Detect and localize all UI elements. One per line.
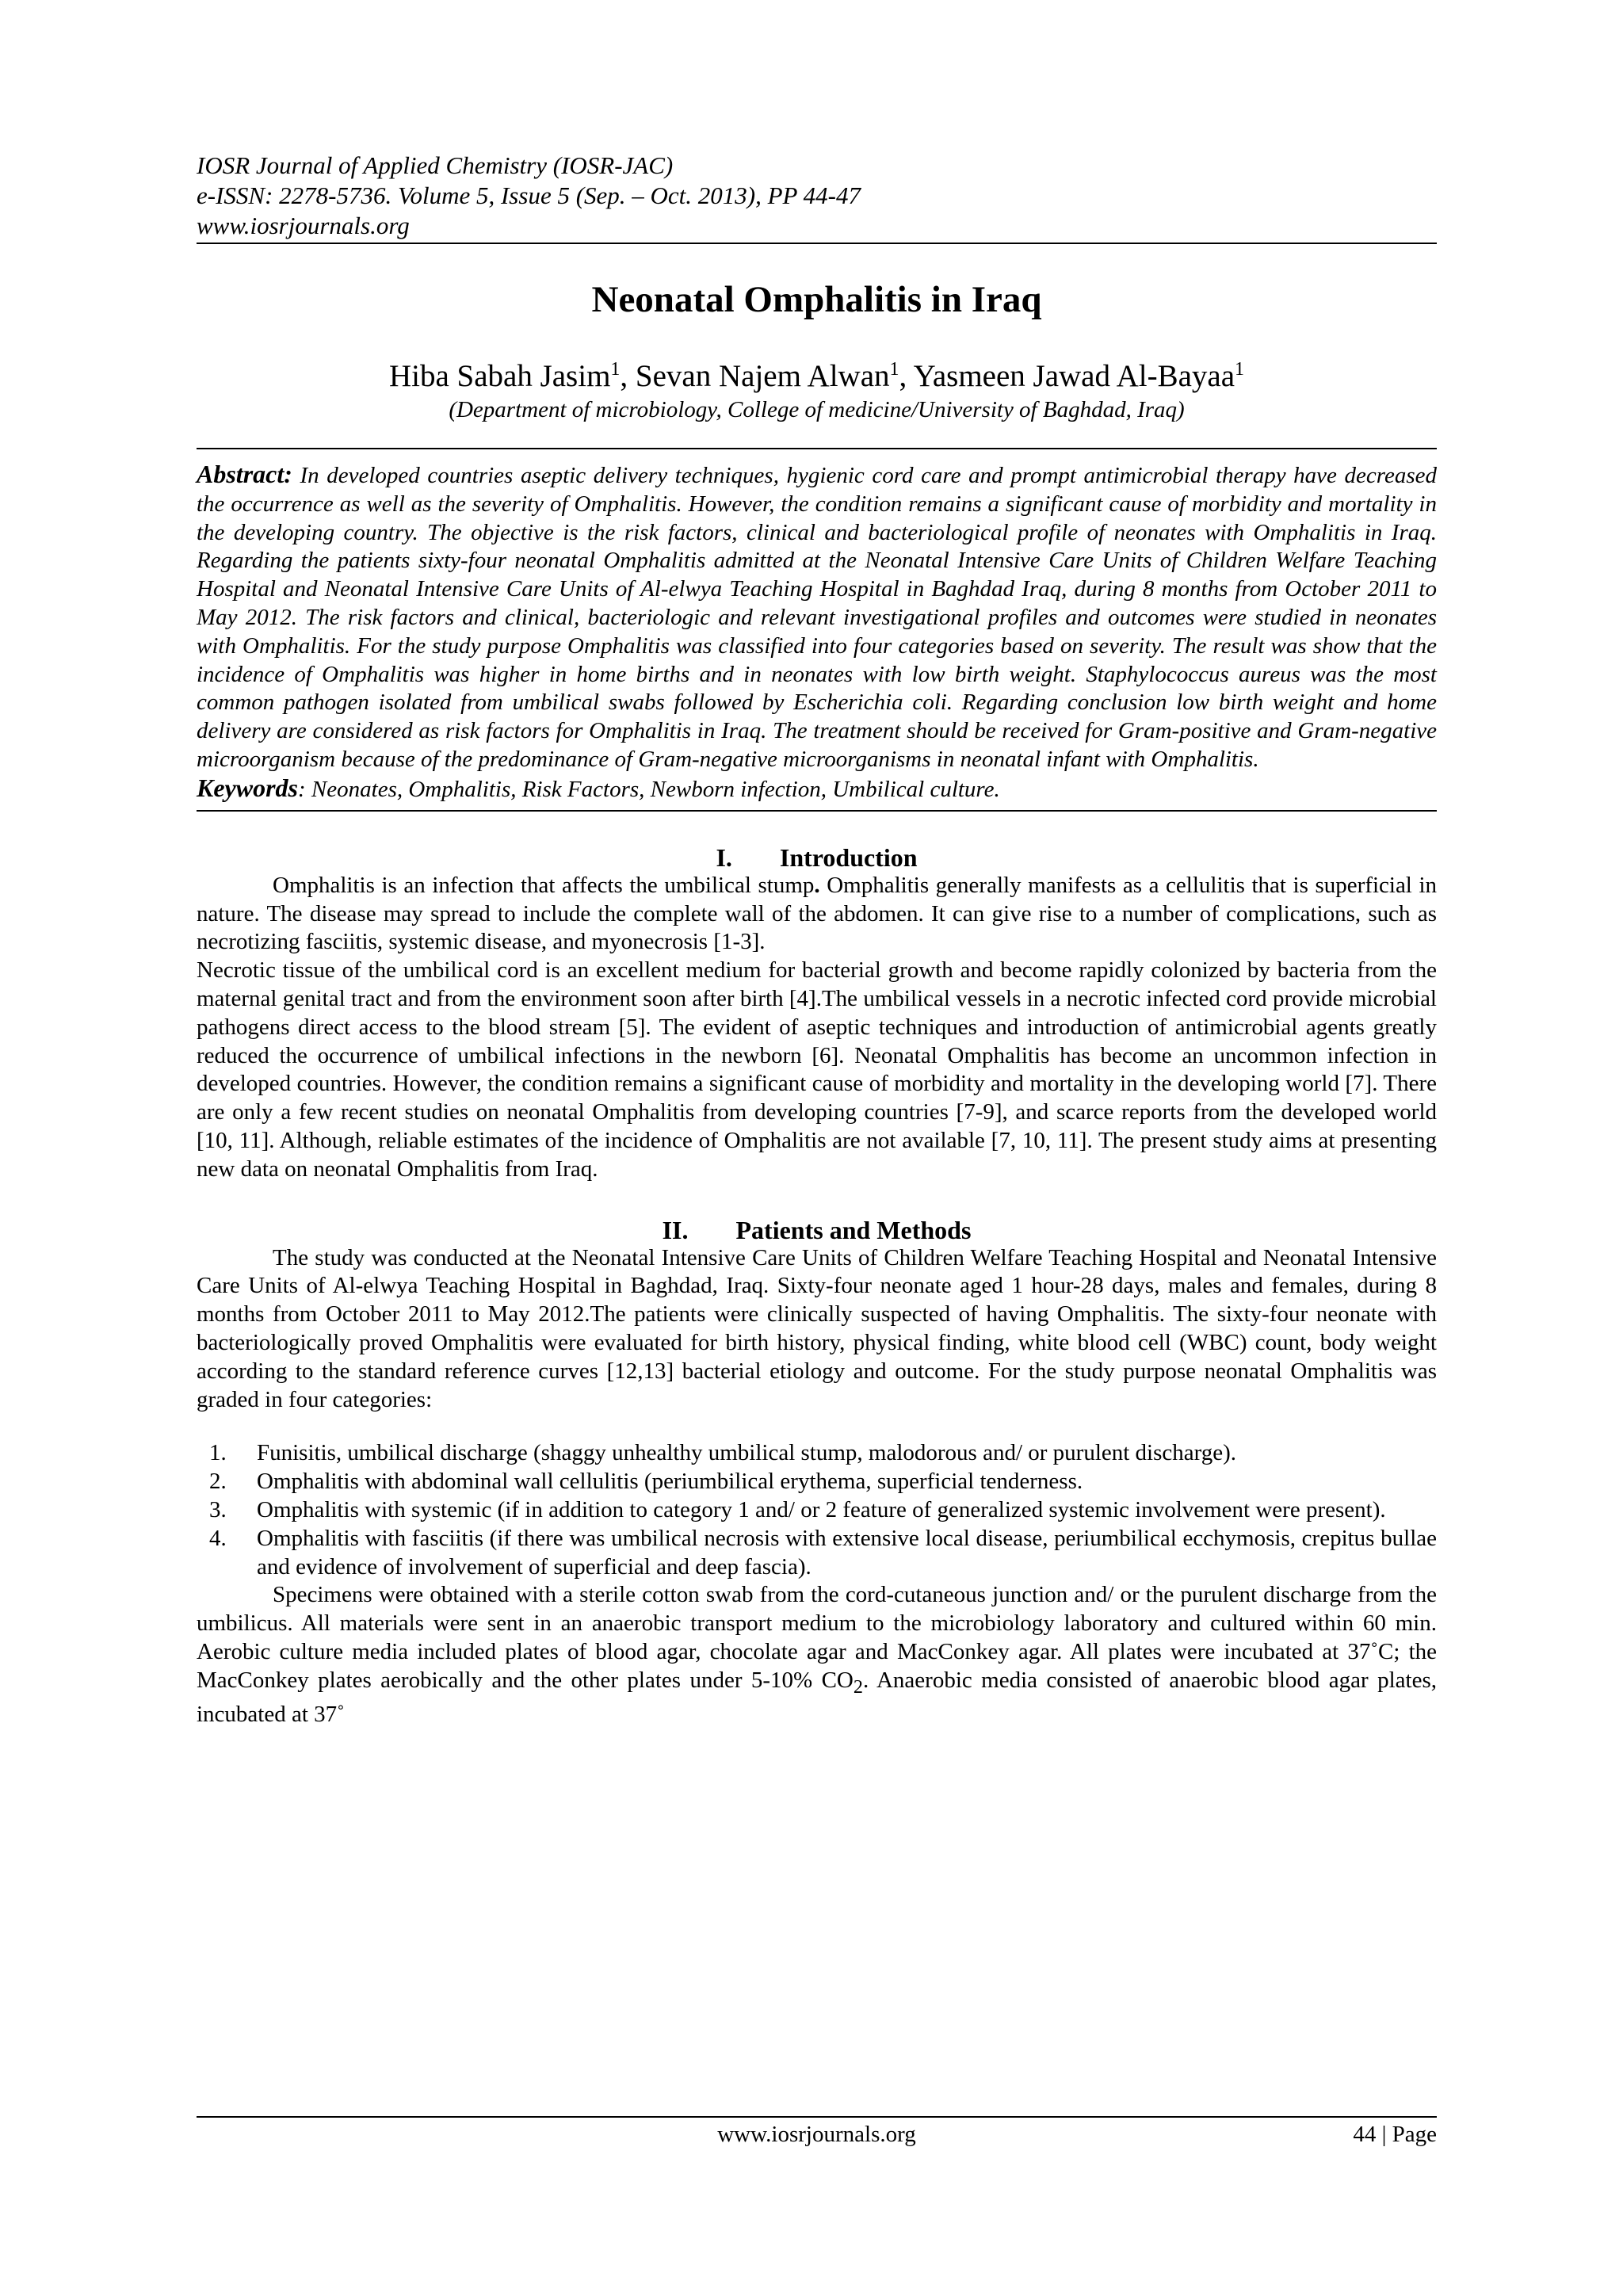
header-divider: [197, 243, 1437, 244]
paper-page: [197, 151, 1437, 1729]
section-title: Introduction: [779, 842, 918, 872]
author-separator: ,: [899, 359, 914, 393]
page-footer: [197, 2116, 1437, 2153]
journal-name: IOSR Journal of Applied Chemistry (IOSR-JAC): [197, 151, 674, 179]
keywords-text: Neonates, Omphalitis, Risk Factors, Newborn infection, Umbilical culture.: [305, 776, 1000, 802]
page-number: 44 | Page: [1353, 2122, 1437, 2147]
author-affiliation-mark: 1: [1235, 359, 1245, 380]
intro-paragraph: Necrotic tissue of the umbilical cord is an excellent medium for bacterial growth and become rapidly colonized by bacteria from the maternal genital tract and from the environment soon after birth [4].The umbilical vessels in a necrotic infected cord provide microbial pathogens direct access to the blood stream [5]. The evident of aseptic techniques and introduction of antimicrobial agents greatly reduced the occurrence of umbilical infections in the newborn [6]. Neonatal Omphalitis has become an uncommon infection in developed countries. However, the condition remains a significant cause of morbidity and mortality in the developing world [7]. There are only a few recent studies on neonatal Omphalitis from developing countries [7-9], and scarce reports from the developed world [10, 11]. Although, reliable estimates of the incidence of Omphalitis are not available [7, 10, 11]. The present study aims at presenting new data on neonatal Omphalitis from Iraq.: [197, 957, 1437, 1182]
abstract: [197, 460, 1437, 774]
affiliation: (Department of microbiology, College of medicine/University of Baghdad, Iraq): [449, 397, 1185, 422]
section-title: Patients and Methods: [735, 1215, 972, 1244]
journal-header: [197, 151, 1437, 241]
paper-title: Neonatal Omphalitis in Iraq: [591, 279, 1042, 320]
author-list: [197, 352, 1437, 394]
author-name: Hiba Sabah Jasim: [388, 359, 611, 393]
list-item: 4. Omphalitis with fasciitis (if there was umbilical necrosis with extensive local disease, periumbilical ecchymosis, crepitus bullae and evidence of involvement of superficial and deep fascia).: [209, 1525, 1437, 1580]
list-item: 2. Omphalitis with abdominal wall cellulitis (periumbilical erythema, superficial tenderness.: [209, 1469, 1083, 1495]
journal-website[interactable]: www.iosrjournals.org: [197, 212, 410, 239]
abstract-text: In developed countries aseptic delivery techniques, hygienic cord care and prompt antimicrobial therapy have decreased the occurrence as well as the severity of Omphalitis. However, the condition remains a significant cause of morbidity and mortality in the developing country. The objective is the risk factors, clinical and bacteriological profile of neonates with Omphalitis in Iraq. Regarding the patients sixty-four neonatal Omphalitis admitted at the Neonatal Intensive Care Units of Children Welfare Teaching Hospital and Neonatal Intensive Care Units of Al-elwya Teaching Hospital in Baghdad Iraq, during 8 months from October 2011 to May 2012. The risk factors and clinical, bacteriologic and relevant investigational profiles and outcomes were studied in neonates with Omphalitis. For the study purpose Omphalitis was classified into four categories based on severity. The result was show that the incidence of Omphalitis was higher in home births and in neonates with low birth weight. Staphylococcus aureus was the most common pathogen isolated from umbilical swabs followed by Escherichia coli. Regarding conclusion low birth weight and home delivery are considered as risk factors for Omphalitis in Iraq. The treatment should be received for Gram-positive and Gram-negative microorganism because of the predominance of Gram-negative microorganisms in neonatal infant with Omphalitis.: [197, 463, 1437, 772]
section-number: II.: [662, 1215, 689, 1244]
methods-paragraph: The study was conducted at the Neonatal Intensive Care Units of Children Welfare Teaching Hospital and Neonatal Intensive Care Units of Al-elwya Teaching Hospital in Baghdad, Iraq. Sixty-four neonate aged 1 hour-28 days, males and females, during 8 months from October 2011 to May 2012.The patients were clinically suspected of having Omphalitis. The sixty-four neonate with bacteriologically proved Omphalitis were evaluated for birth history, physical finding, white blood cell (WBC) count, body weight according to the standard reference curves [12,13] bacterial etiology and outcome. For the study purpose neonatal Omphalitis was graded in four categories:: [197, 1244, 1437, 1412]
abstract-label: Abstract:: [197, 460, 292, 488]
abstract-top-divider: [197, 448, 1437, 449]
keywords-label: Keywords: [197, 773, 298, 802]
author-affiliation-mark: 1: [610, 359, 621, 380]
list-item: 3. Omphalitis with systemic (if in addition to category 1 and/ or 2 feature of generalized systemic involvement were present).: [209, 1496, 1386, 1522]
footer-divider: [197, 2116, 1437, 2118]
list-item: 1. Funisitis, umbilical discharge (shaggy unhealthy umbilical stump, malodorous and/ or purulent discharge).: [209, 1440, 1237, 1466]
intro-paragraph: Omphalitis is an infection that affects the umbilical stump. Omphalitis generally manifests as a cellulitis that is superficial in nature. The disease may spread to include the complete wall of the abdomen. It can give rise to a number of complications, such as necrotizing fasciitis, systemic disease, and myonecrosis [1-3].: [197, 872, 1438, 955]
abstract-bottom-divider: [197, 810, 1437, 812]
author-name: Sevan Najem Alwan: [635, 359, 890, 393]
section-heading-methods: [197, 1216, 1437, 1244]
author-name: Yasmeen Jawad Al-Bayaa: [913, 359, 1235, 393]
keywords-colon: :: [298, 776, 306, 802]
footer-website[interactable]: www.iosrjournals.org: [717, 2122, 916, 2147]
author-separator: ,: [620, 359, 636, 393]
severity-category-list: [197, 1439, 1437, 1581]
specimens-paragraph: Specimens were obtained with a sterile cotton swab from the cord-cutaneous junction and/ or the purulent discharge from the umbilicus. All materials were sent in an anaerobic transport medium to the microbiology laboratory and cultured within 60 min. Aerobic culture media included plates of blood agar, chocolate agar and MacConkey agar. All plates were incubated at 37˚C; the MacConkey plates aerobically and the other plates under 5-10% $CO_2$. Anaerobic media consisted of anaerobic blood agar plates, incubated at 37˚: [197, 1582, 1437, 1728]
section-number: I.: [716, 842, 732, 872]
keywords: [197, 774, 1437, 804]
issn-line: e-ISSN: 2278-5736. Volume 5, Issue 5 (Sep. – Oct. 2013), PP 44-47: [197, 181, 861, 209]
section-heading-introduction: [197, 843, 1437, 872]
author-affiliation-mark: 1: [889, 359, 899, 380]
